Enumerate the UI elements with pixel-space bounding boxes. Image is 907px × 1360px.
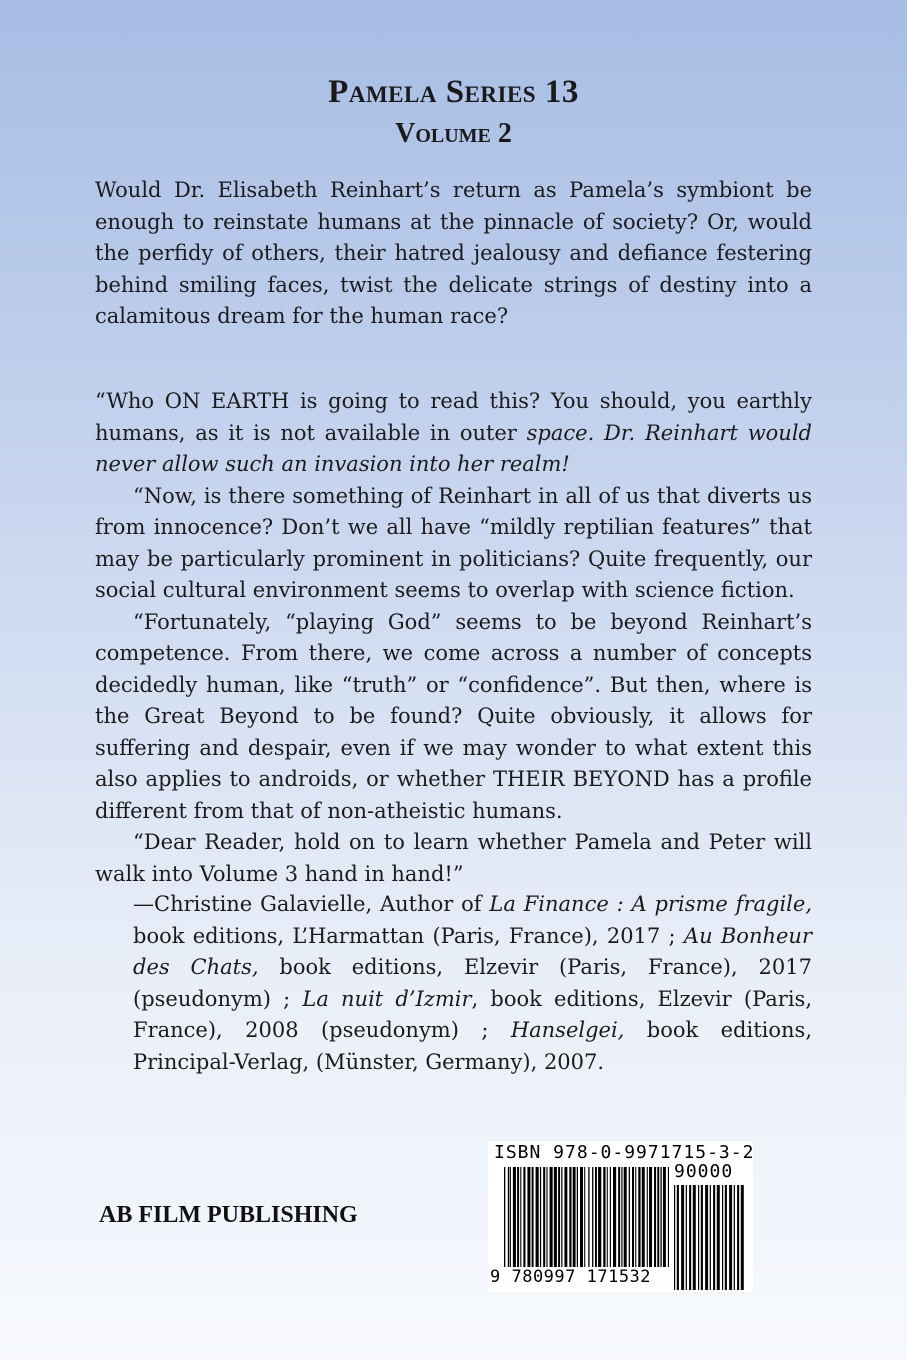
attrib-author: —Christine Galavielle, Author of [133, 892, 490, 916]
attrib-title-1: La Finance : A prisme fragile, [489, 892, 812, 916]
intro-blurb: Would Dr. Elisabeth Reinhart’s return as Pamela’s symbiont be enough to reinstate humans at the pinnacle of society? Or, would the perfidy of others, their hatred jealousy and defiance festering behind smiling faces, twist the delicate strings of destiny into a calamitous dream for the human race? [95, 178, 812, 328]
quote-p1-italic: space. Dr. Reinhart would never allow such an invasion into her realm! [95, 420, 812, 476]
barcode-bar [603, 1167, 605, 1267]
barcode-bar [532, 1167, 534, 1267]
barcode-bar [663, 1167, 666, 1267]
barcode-bar [513, 1167, 516, 1267]
volume-subtitle: Volume 2 [395, 118, 512, 149]
addon-bar [722, 1185, 723, 1290]
addon-bar [705, 1185, 708, 1290]
barcode-bar [580, 1167, 583, 1267]
barcode-bar [543, 1167, 545, 1267]
barcode-bar [607, 1167, 608, 1267]
barcode-bar [610, 1167, 611, 1267]
addon-bar [737, 1185, 739, 1290]
barcode-bar [569, 1167, 571, 1267]
addon-bar [741, 1185, 744, 1290]
ean-number: 9 780997 171532 [490, 1267, 652, 1287]
addon-bar [729, 1185, 732, 1290]
barcode-bar [546, 1167, 547, 1267]
addon-bar [725, 1185, 727, 1290]
barcode-bar [649, 1167, 652, 1267]
quote-p1-text: “Who ON EARTH is going to read this? You should, you earthly humans, as it is not available in outer [95, 389, 812, 445]
attrib-title-3: La nuit d’Izmir [302, 986, 472, 1011]
quote-attribution [133, 889, 812, 1078]
attrib-text-4: , book editions, Elzevir (Paris, France), 2008 (pseudonym) ; [133, 986, 812, 1042]
barcode-bar [520, 1167, 521, 1267]
barcode-bar [523, 1167, 525, 1267]
barcode-bar [595, 1167, 597, 1267]
barcode-bar [660, 1167, 661, 1267]
barcode-bar [577, 1167, 578, 1267]
isbn-number: ISBN 978-0-9971715-3-2 [494, 1142, 755, 1163]
addon-bar [674, 1185, 675, 1290]
barcode-bar [642, 1167, 645, 1267]
quote-paragraph-1 [95, 386, 812, 481]
book-series-title: Pamela Series 13 [328, 74, 579, 110]
attrib-text-3: book editions, Elzevir (Paris, France), 2017 (pseudonym) ; [133, 955, 812, 1011]
addon-bar [681, 1185, 684, 1290]
barcode-bar [657, 1167, 659, 1267]
addon-bar [710, 1185, 711, 1290]
addon-bar [734, 1185, 735, 1290]
publisher-name: AB FILM PUBLISHING [99, 1202, 358, 1228]
review-quote [95, 386, 812, 890]
barcode-bar [558, 1167, 560, 1267]
addon-bar [713, 1185, 715, 1290]
addon-bar [677, 1185, 679, 1290]
barcode-bar [598, 1167, 601, 1267]
quote-paragraph-2: “Now, is there something of Reinhart in all of us that diverts us from innocence? Don’t we all have “mildly reptilian features” that may be particularly prominent in politicians? Quite frequently, our social cultural environment seems to overlap with science fiction. [95, 483, 812, 602]
price-code: 90000 [674, 1161, 734, 1182]
barcode-bar [550, 1167, 553, 1267]
addon-barcode-bars [674, 1185, 746, 1290]
barcode-bar [536, 1167, 539, 1267]
barcode-bar [632, 1167, 634, 1267]
barcode-bar [629, 1167, 630, 1267]
quote-paragraph-3: “Fortunately, “playing God” seems to be beyond Reinhart’s competence. From there, we come across a number of concepts decidedly human, like “truth” or “confidence”. But then, where is the Great Beyond to be found? Quite obviously, it allows for suffering and despair, even if we may wonder to what extent this also applies to androids, or whether THEIR BEYOND has a profile different from that of non-atheistic humans. [95, 609, 812, 823]
barcode-bar [540, 1167, 541, 1267]
addon-bar [693, 1185, 696, 1290]
attrib-text-2: book editions, L’Harmattan (Paris, France), 2017 ; [133, 923, 684, 948]
addon-bar [717, 1185, 720, 1290]
barcode-bar [654, 1167, 656, 1267]
attrib-title-2: Au Bonheur des Chats, [133, 923, 812, 979]
barcode-bar [638, 1167, 640, 1267]
barcode-bar [624, 1167, 627, 1267]
barcode-bar [618, 1167, 620, 1267]
barcode-bar [510, 1167, 511, 1267]
barcode-bar [621, 1167, 622, 1267]
barcode-bar [635, 1167, 636, 1267]
barcode-bar [613, 1167, 616, 1267]
barcode-bar [573, 1167, 576, 1267]
barcode-bar [584, 1167, 585, 1267]
attrib-text-5: book editions, Principal-Verlag, (Münster, Germany), 2007. [133, 1018, 812, 1074]
barcode-bar [647, 1167, 648, 1267]
attrib-title-4: Hanselgei, [510, 1018, 625, 1042]
addon-bar [698, 1185, 699, 1290]
barcode-bar [564, 1167, 567, 1267]
barcode-bar [668, 1167, 669, 1267]
quote-paragraph-4: “Dear Reader, hold on to learn whether Pamela and Peter will walk into Volume 3 hand in hand!” [95, 830, 812, 886]
barcode-bar [517, 1167, 519, 1267]
barcode-bar [554, 1167, 557, 1267]
barcode-bar [527, 1167, 530, 1267]
isbn-barcode [488, 1141, 753, 1292]
addon-bar [701, 1185, 703, 1290]
barcode-bar [561, 1167, 562, 1267]
addon-bar [686, 1185, 687, 1290]
addon-bar [689, 1185, 691, 1290]
